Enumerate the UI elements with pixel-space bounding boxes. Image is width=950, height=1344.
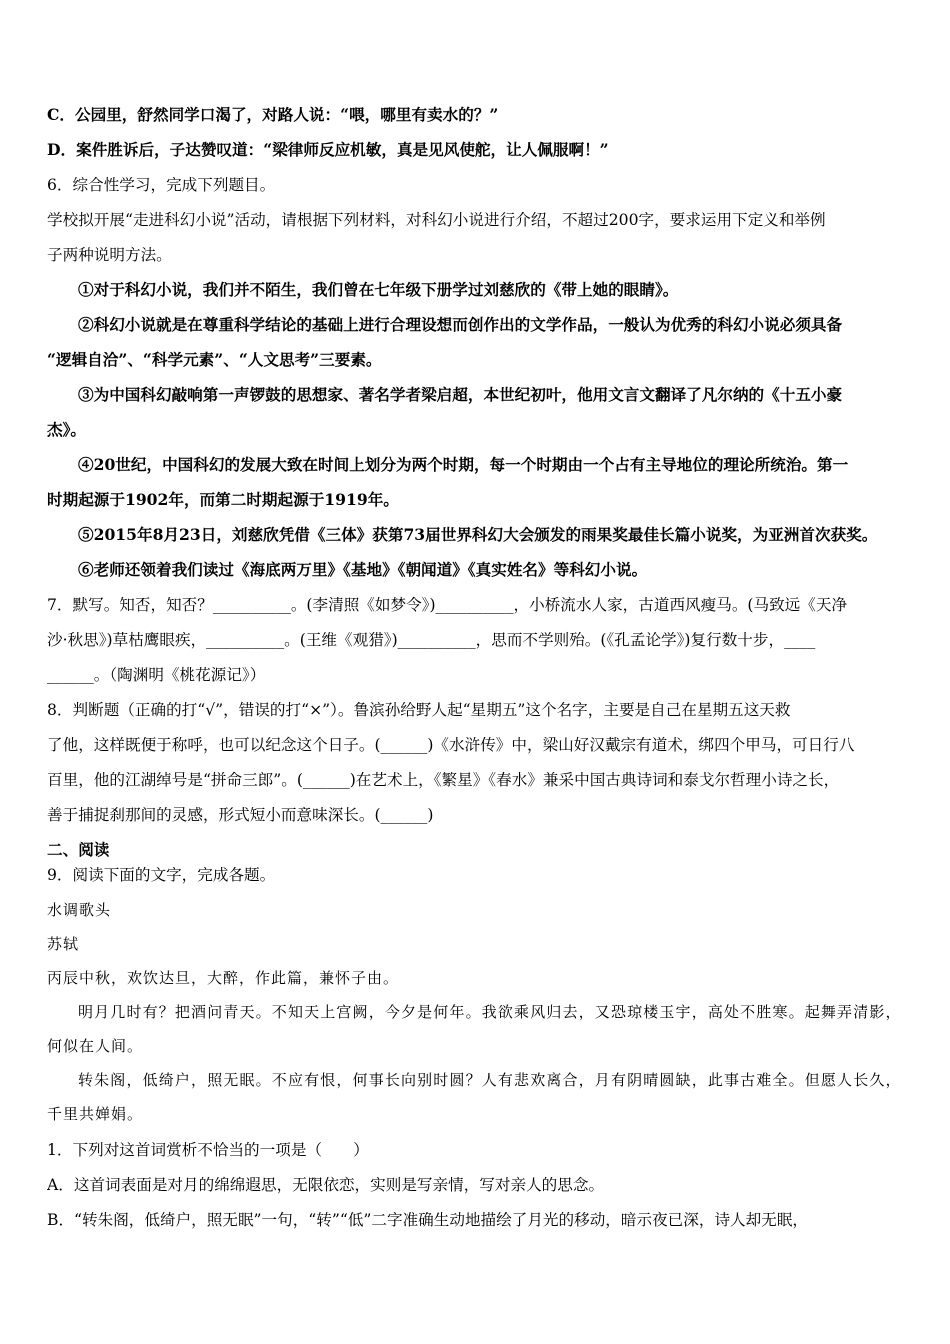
poem-title: 水调歌头 bbox=[47, 901, 112, 919]
poem-stanza-2: 转朱阁，低绮户，照无眠。不应有恨，何事长向别时圆？人有悲欢离合，月有阴晴圆缺，此事古难全。但愿人长久， bbox=[78, 1071, 902, 1089]
poem-preface: 丙辰中秋，欢饮达旦，大醉，作此篇，兼怀子由。 bbox=[47, 969, 400, 987]
question-8: 8．判断题（正确的打“√”，错误的打“×”）。鲁滨孙给野人起“星期五”这个名字，主要是自己在星期五这天救 bbox=[47, 701, 791, 719]
question-9-title: 9．阅读下面的文字，完成各题。 bbox=[47, 866, 276, 884]
sub-question-1: 1．下列对这首词赏析不恰当的一项是（ ） bbox=[47, 1141, 369, 1159]
question-6-title: 6．综合性学习，完成下列题目。 bbox=[47, 176, 276, 194]
material-4: ④20世纪，中国科幻的发展大致在时间上划分为两个时期，每一个时期由一个占有主导地位的理论所统治。第一 bbox=[78, 455, 849, 474]
poem-stanza-1-cont: 何似在人间。 bbox=[47, 1037, 144, 1055]
question-7-cont: 沙·秋思》)草枯鹰眼疾，__________。(王维《观猎》)__________，思而不学则殆。(《孔孟论学》)复行数十步，____ bbox=[47, 631, 816, 649]
option-a: A．这首词表面是对月的绵绵遐思，无限依恋，实则是写亲情，写对亲人的思念。 bbox=[47, 1176, 605, 1194]
question-7-cont2: ______。（陶渊明《桃花源记》） bbox=[47, 666, 266, 684]
poem-stanza-1: 明月几时有？把酒问青天。不知天上宫阙，今夕是何年。我欲乘风归去，又恐琼楼玉宇，高处不胜寒。起舞弄清影， bbox=[78, 1003, 902, 1021]
material-2-cont: “逻辑自洽”、“科学元素”、“人文思考”三要素。 bbox=[47, 350, 382, 369]
material-4-cont: 时期起源于1902年，而第二时期起源于1919年。 bbox=[47, 490, 399, 509]
material-3: ③为中国科幻敲响第一声锣鼓的思想家、著名学者梁启超，本世纪初叶，他用文言文翻译了凡尔纳的《十五小豪 bbox=[78, 385, 843, 404]
option-b: B．“转朱阁，低绮户，照无眠”一句，“转”“低”二字准确生动地描绘了月光的移动，暗示夜已深，诗人却无眠， bbox=[47, 1211, 809, 1229]
material-1: ①对于科幻小说，我们并不陌生，我们曾在七年级下册学过刘慈欣的《带上她的眼睛》。 bbox=[78, 280, 679, 299]
material-3-cont: 杰》。 bbox=[47, 420, 86, 439]
question-6-prompt: 学校拟开展“走进科幻小说”活动，请根据下列材料，对科幻小说进行介绍，不超过200字，要求运用下定义和举例 bbox=[47, 211, 826, 229]
question-8-cont3: 善于捕捉刹那间的灵感，形式短小而意味深长。(______) bbox=[47, 806, 434, 824]
material-2: ②科幻小说就是在尊重科学结论的基础上进行合理设想而创作出的文学作品，一般认为优秀的科幻小说必须具备 bbox=[78, 315, 843, 334]
question-6-prompt-cont: 子两种说明方法。 bbox=[47, 246, 172, 264]
poem-author: 苏轼 bbox=[47, 935, 80, 953]
question-7: 7．默写。知否，知否？__________。(李清照《如梦令》)__________，小桥流水人家，古道西风瘦马。(马致远《天净 bbox=[47, 596, 848, 614]
material-6: ⑥老师还领着我们读过《海底两万里》《基地》《朝闻道》《真实姓名》等科幻小说。 bbox=[78, 560, 648, 579]
poem-stanza-2-cont: 千里共婵娟。 bbox=[47, 1105, 144, 1123]
question-8-cont: 了他，这样既便于称呼，也可以纪念这个日子。(______)《水浒传》中，梁山好汉戴宗有道术，绑四个甲马，可日行八 bbox=[47, 736, 855, 754]
option-c: C．公园里，舒然同学口渴了，对路人说：“喂，哪里有卖水的？” bbox=[47, 105, 499, 124]
material-5: ⑤2015年8月23日，刘慈欣凭借《三体》获第73届世界科幻大会颁发的雨果奖最佳长篇小说奖，为亚洲首次获奖。 bbox=[78, 525, 878, 544]
section-heading-reading: 二、阅读 bbox=[47, 840, 110, 859]
question-8-cont2: 百里，他的江湖绰号是“拼命三郎”。(______)在艺术上，《繁星》《春水》兼采中国古典诗词和泰戈尔哲理小诗之长， bbox=[47, 771, 840, 789]
option-d: D．案件胜诉后，子达赞叹道：“梁律师反应机敏，真是见风使舵，让人佩服啊！” bbox=[47, 140, 609, 159]
